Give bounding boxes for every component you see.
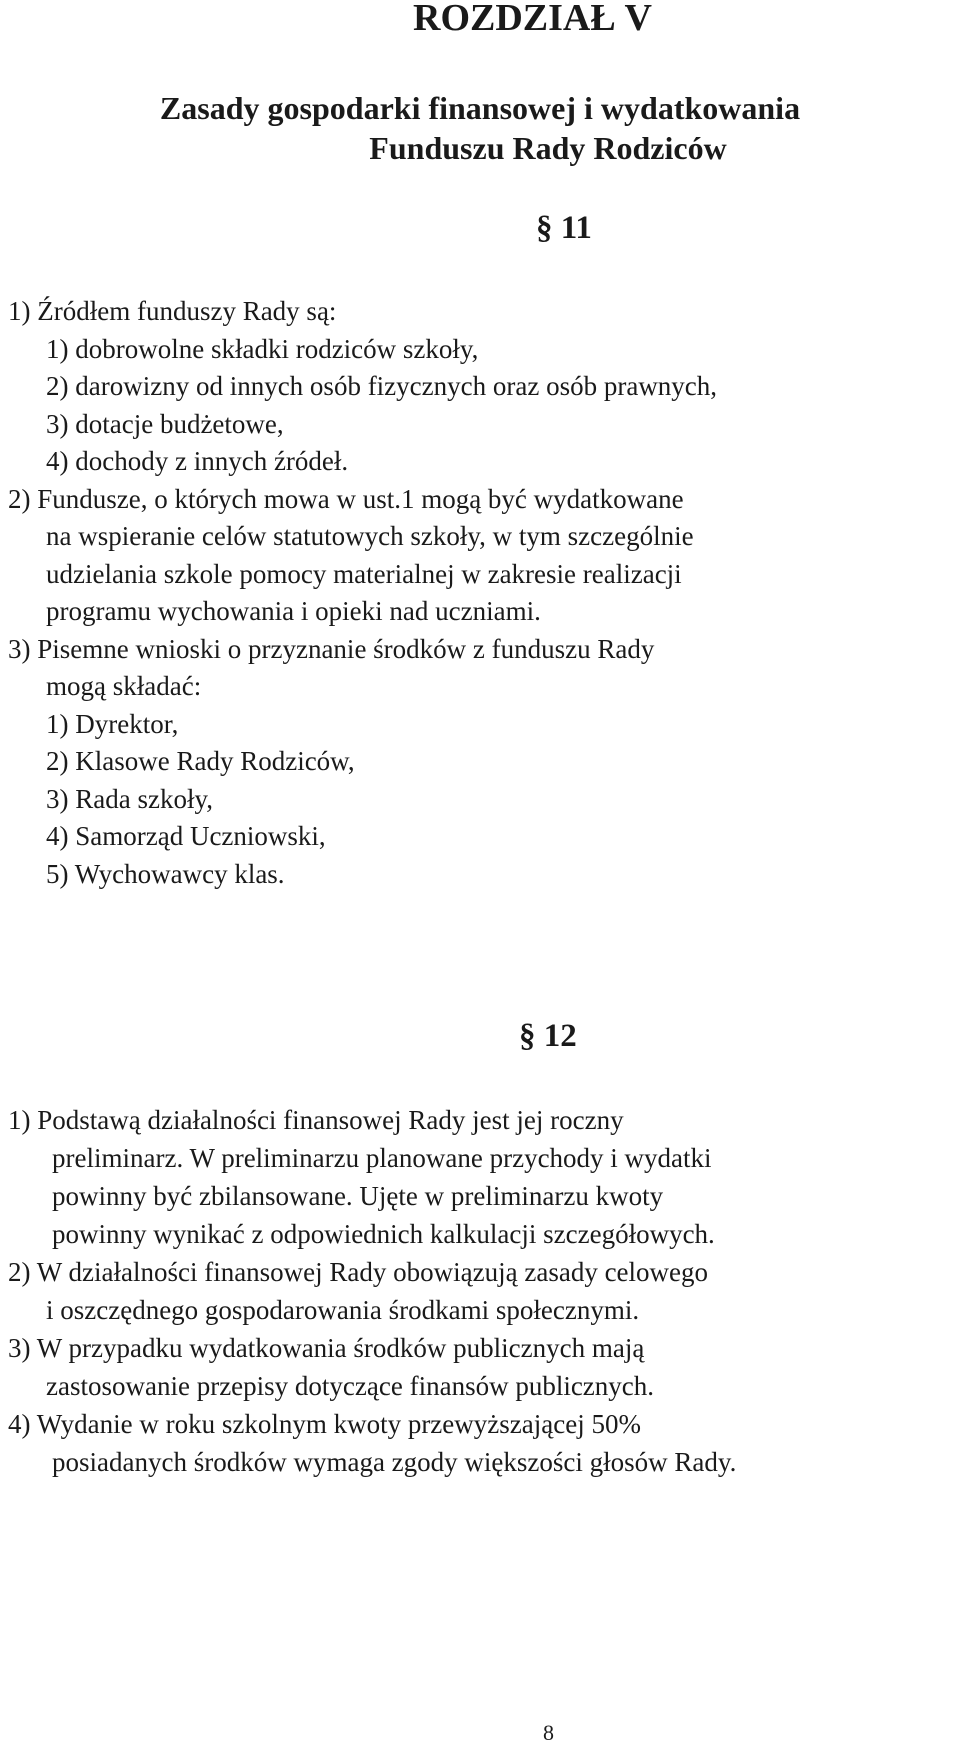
list-item: mogą składać: [46, 671, 202, 701]
list-item: 5) Wychowawcy klas. [46, 859, 285, 889]
list-item: 2) W działalności finansowej Rady obowiązują zasady celowego [8, 1257, 709, 1287]
list-item: 1) dobrowolne składki rodziców szkoły, [46, 334, 479, 364]
list-item: 2) Fundusze, o których mowa w ust.1 mogą być wydatkowane [8, 484, 684, 514]
list-item: 3) Rada szkoły, [46, 784, 213, 814]
list-item: 1) Dyrektor, [46, 709, 179, 739]
list-item: powinny wynikać z odpowiednich kalkulacji szczegółowych. [52, 1219, 715, 1249]
list-item: 4) dochody z innych źródeł. [46, 446, 349, 476]
list-item: 4) Wydanie w roku szkolnym kwoty przewyższającej 50% [8, 1409, 641, 1439]
list-item: 4) Samorząd Uczniowski, [46, 821, 326, 851]
list-item: posiadanych środków wymaga zgody większości głosów Rady. [52, 1447, 737, 1477]
list-item: programu wychowania i opieki nad uczniami. [46, 596, 541, 626]
list-item: udzielania szkole pomocy materialnej w zakresie realizacji [46, 559, 682, 589]
document-title-line-2: Funduszu Rady Rodziców [369, 130, 727, 166]
section-11-heading: § 11 [536, 210, 592, 246]
list-item: powinny być zbilansowane. Ujęte w preliminarzu kwoty [52, 1181, 664, 1211]
list-item: 1) Źródłem funduszy Rady są: [8, 296, 337, 326]
page-number: 8 [543, 1720, 554, 1745]
list-item: 2) Klasowe Rady Rodziców, [46, 746, 355, 776]
chapter-heading: ROZDZIAŁ V [413, 0, 652, 39]
list-item: 1) Podstawą działalności finansowej Rady jest jej roczny [8, 1105, 624, 1135]
list-item: 3) dotacje budżetowe, [46, 409, 284, 439]
document-title-line-1: Zasady gospodarki finansowej i wydatkowania [159, 90, 801, 126]
list-item: 3) W przypadku wydatkowania środków publicznych mają [8, 1333, 645, 1363]
list-item: preliminarz. W preliminarzu planowane przychody i wydatki [52, 1143, 712, 1173]
list-item: i oszczędnego gospodarowania środkami społecznymi. [46, 1295, 640, 1325]
list-item: 3) Pisemne wnioski o przyznanie środków z funduszu Rady [8, 634, 655, 664]
section-12-heading: § 12 [519, 1018, 577, 1054]
list-item: 2) darowizny od innych osób fizycznych oraz osób prawnych, [46, 371, 718, 401]
list-item: zastosowanie przepisy dotyczące finansów publicznych. [46, 1371, 655, 1401]
list-item: na wspieranie celów statutowych szkoły, w tym szczególnie [46, 521, 694, 551]
